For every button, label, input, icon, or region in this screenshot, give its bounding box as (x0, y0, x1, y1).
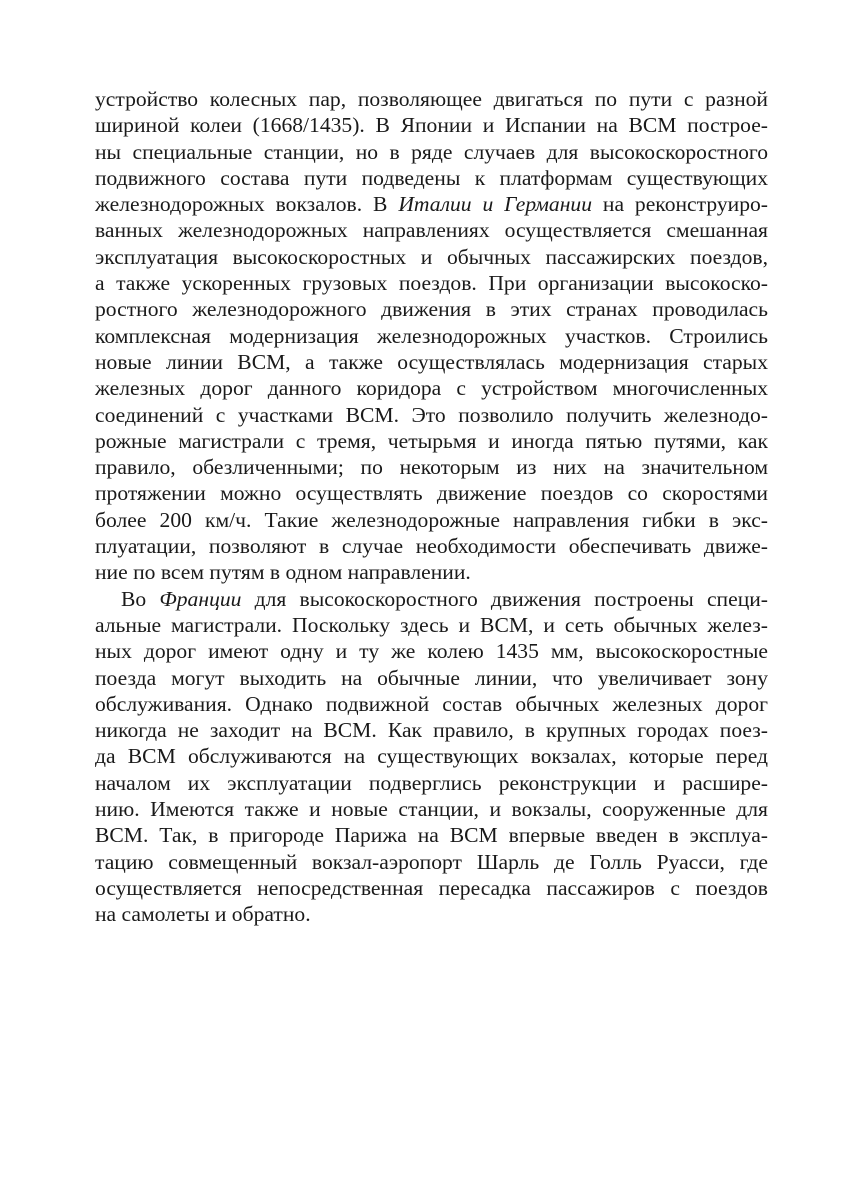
text-line (95, 533, 768, 559)
text-line (95, 428, 768, 454)
text-span: эксплуатация высокоскоростных и обычных пассажирских поездов, (95, 244, 768, 269)
text-line (95, 165, 768, 191)
text-line (95, 217, 768, 243)
text-line (95, 375, 768, 401)
text-span: железнодорожных вокзалов. В (95, 192, 399, 217)
text-line (95, 270, 768, 296)
text-line (95, 901, 768, 927)
text-span: да ВСМ обслуживаются на существующих вокзалах, которые перед (95, 744, 768, 769)
text-span: началом их эксплуатации подверглись реконструкции и расшире- (95, 770, 768, 795)
text-span: на реконструиро- (592, 192, 768, 217)
text-line (95, 112, 768, 138)
text-span: никогда не заходит на ВСМ. Как правило, в крупных городах поез- (95, 718, 768, 743)
text-line (95, 665, 768, 691)
text-line (95, 717, 768, 743)
text-span: а также ускоренных грузовых поездов. При организации высокоско- (95, 271, 768, 296)
text-line (95, 796, 768, 822)
text-span: протяжении можно осуществлять движение поездов со скоростями (95, 481, 768, 506)
text-span: устройство колесных пар, позволяющее двигаться по пути с разной (95, 87, 768, 111)
paragraph (95, 86, 768, 586)
text-span: ростного железнодорожного движения в этих странах проводилась (95, 297, 768, 322)
text-span: осуществляется непосредственная пересадка пассажиров с поездов (95, 875, 768, 900)
text-line (95, 191, 768, 217)
text-line (95, 770, 768, 796)
text-span: новые линии ВСМ, а также осуществлялась модернизация старых (95, 349, 768, 374)
text-line (95, 323, 768, 349)
text-line (95, 86, 768, 112)
text-line (95, 849, 768, 875)
text-span: более 200 км/ч. Такие железнодорожные направления гибки в экс- (95, 507, 768, 532)
text-line (95, 507, 768, 533)
text-span: комплексная модернизация железнодорожных участков. Строились (95, 323, 768, 348)
text-span: подвижного состава пути подведены к платформам существующих (95, 165, 768, 190)
text-line (95, 296, 768, 322)
text-line (95, 480, 768, 506)
italic-text: Италии и Германии (398, 192, 592, 217)
text-span: тацию совмещенный вокзал-аэропорт Шарль де Голль Руасси, где (95, 849, 768, 874)
text-span: на самолеты и обратно. (95, 902, 311, 927)
text-span: шириной колеи (1668/1435). В Японии и Испании на ВСМ построе- (95, 113, 768, 138)
text-span: для высокоскоростного движения построены специ- (241, 586, 768, 611)
text-span: Во (121, 586, 160, 611)
text-span: соединений с участками ВСМ. Это позволило получить железнодо- (95, 402, 768, 427)
text-span: обслуживания. Однако подвижной состав обычных железных дорог (95, 691, 768, 716)
text-span: ванных железнодорожных направлениях осуществляется смешанная (95, 218, 768, 243)
text-line (95, 691, 768, 717)
text-line (95, 402, 768, 428)
text-line (95, 743, 768, 769)
text-span: ВСМ. Так, в пригороде Парижа на ВСМ впервые введен в эксплуа- (95, 823, 768, 848)
text-line (95, 638, 768, 664)
italic-text: Франции (159, 586, 242, 611)
text-line (95, 349, 768, 375)
text-line (95, 822, 768, 848)
text-line (95, 559, 768, 585)
paragraph (95, 586, 768, 928)
text-span: нию. Имеются также и новые станции, и вокзалы, сооруженные для (95, 797, 768, 822)
text-span: плуатации, позволяют в случае необходимости обеспечивать движе- (95, 534, 768, 559)
text-line (95, 586, 768, 612)
text-span: правило, обезличенными; по некоторым из них на значительном (95, 455, 768, 480)
text-line (95, 139, 768, 165)
text-span: ных дорог имеют одну и ту же колею 1435 мм, высокоскоростные (95, 639, 768, 664)
text-span: поезда могут выходить на обычные линии, что увеличивает зону (95, 665, 768, 690)
text-line (95, 612, 768, 638)
text-span: альные магистрали. Поскольку здесь и ВСМ, и сеть обычных желез- (95, 612, 768, 637)
text-line (95, 244, 768, 270)
text-span: ны специальные станции, но в ряде случаев для высокоскоростного (95, 139, 768, 164)
page-body-text (95, 86, 768, 928)
text-span: рожные магистрали с тремя, четырьмя и иногда пятью путями, как (95, 428, 768, 453)
text-span: ние по всем путям в одном направлении. (95, 560, 471, 585)
text-line (95, 454, 768, 480)
text-line (95, 875, 768, 901)
text-span: железных дорог данного коридора с устройством многочисленных (95, 376, 768, 401)
